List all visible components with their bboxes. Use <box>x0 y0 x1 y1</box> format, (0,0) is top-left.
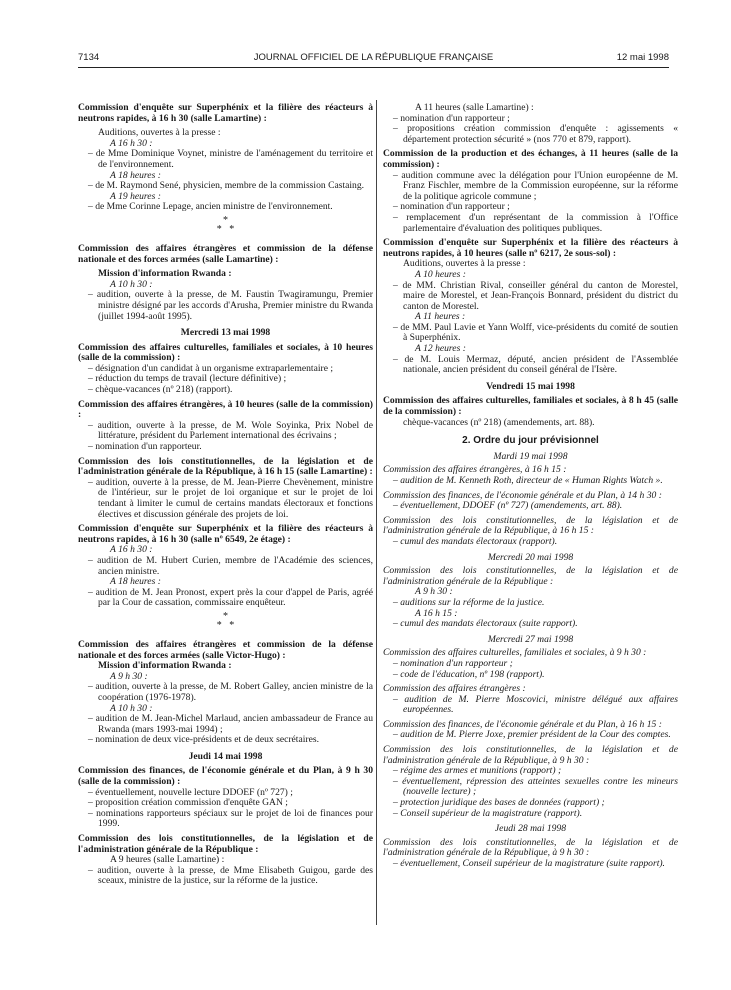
agenda-item: – audition, ouverte à la presse, de M. Robert Galley, ancien ministre de la coopération (1976-1978). <box>88 681 373 703</box>
agenda-item: – protection juridique des bases de données (rapport) ; <box>393 797 605 809</box>
agenda-item: – audition de M. Jean-Michel Marlaud, ancien ambassadeur de France au Rwanda (mars 1993-mai 1994) ; <box>88 713 373 735</box>
entry-title: Commission d'enquête sur Superphénix et la filière des réacteurs à neutrons rapides, à 16 h 30 (salle Lamartine) : <box>78 102 373 124</box>
agenda-item: – audition, ouverte à la presse, de M. Faustin Twagiramungu, Premier ministre désigné par les accords d'Arusha, Premier ministre du Rwanda (juillet 1994-août 1995). <box>88 289 373 322</box>
agenda-item: – éventuellement, Conseil supérieur de la magistrature (suite rapport). <box>393 858 665 869</box>
agenda-item: – de MM. Paul Lavie et Yann Wolff, vice-présidents du comité de soutien à Superphénix. <box>393 321 678 344</box>
time-label: A 12 heures : <box>415 343 466 355</box>
day-heading: Jeudi 28 mai 1998 <box>494 823 567 835</box>
time-label: A 10 h 30 : <box>110 702 153 714</box>
journal-title: JOURNAL OFFICIEL DE LA RÉPUBLIQUE FRANÇAISE <box>253 52 494 63</box>
day-heading: Mardi 19 mai 1998 <box>493 450 568 462</box>
left-column <box>78 103 373 887</box>
day-heading: Mercredi 13 mai 1998 <box>180 327 271 339</box>
entry-title: Commission d'enquête sur Superphénix et la filière des réacteurs à neutrons rapides, à 16 h 30 (salle nº 6549, 2e étage) : <box>78 523 373 545</box>
day-heading: Jeudi 14 mai 1998 <box>188 750 263 762</box>
entry-title: Commission des lois constitutionnelles, de la législation et de l'administration générale de la République, à 9 h 30 : <box>383 836 678 859</box>
time-label: A 11 heures : <box>415 311 466 323</box>
separator-stars: * * * <box>216 610 235 631</box>
agenda-item: – désignation d'un candidat à un organisme extraparlementaire ; <box>88 362 334 374</box>
agenda-item: – cumul des mandats électoraux (suite rapport). <box>393 618 578 630</box>
entry-title: Commission des lois constitutionnelles, de la législation et de l'administration générale de la République, à 9 h 30 : <box>383 744 678 766</box>
agenda-item: – proposition création commission d'enquête GAN ; <box>88 797 288 809</box>
time-label: A 16 h 15 : <box>415 607 458 619</box>
entry-subtitle: Auditions, ouvertes à la presse : <box>98 127 221 139</box>
agenda-item: – audition, ouverte à la presse, de M. Wole Soyinka, Prix Nobel de littérature, président du Parlement international des écrivains ; <box>88 419 373 442</box>
agenda-item: – audition de M. Pierre Joxe, premier président de la Cour des comptes. <box>393 729 671 741</box>
entry-title: Commission des affaires étrangères et commission de la défense nationale et des forces armées (salle Victor-Hugo) : <box>78 638 373 661</box>
agenda-item: – chèque-vacances (nº 218) (rapport). <box>88 384 233 396</box>
agenda-item: – code de l'éducation, nº 198 (rapport). <box>393 668 545 680</box>
mission-title: Mission d'information Rwanda : <box>98 660 232 672</box>
agenda-item: – éventuellement, nouvelle lecture DDOEF (nº 727) ; <box>88 786 293 798</box>
agenda-item: – audition, ouverte à la presse, de Mme Elisabeth Guigou, garde des sceaux, ministre de la justice, sur la réforme de la justice. <box>88 864 373 887</box>
mission-title: Mission d'information Rwanda : <box>98 268 232 280</box>
entry-title: Commission des lois constitutionnelles, de la législation et de l'administration générale de la République : <box>78 833 373 855</box>
issue-date: 12 mai 1998 <box>616 52 669 63</box>
agenda-item: – audition commune avec la délégation pour l'Union européenne de M. Franz Fischler, membre de la Commission européenne, sur la réforme de la politique agricole commune ; <box>393 169 678 202</box>
agenda-item: – audition de M. Jean Pronost, expert près la cour d'appel de Paris, agréé par la Cour de cassation, commissaire enquêteur. <box>88 586 373 609</box>
day-heading: Mercredi 20 mai 1998 <box>487 551 574 563</box>
entry-title: Commission de la production et des échanges, à 11 heures (salle de la commission) : <box>383 148 678 170</box>
entry-title: Commission des affaires culturelles, familiales et sociales, à 9 h 30 : <box>383 647 647 659</box>
section-heading: 2. Ordre du jour prévisionnel <box>462 435 599 447</box>
header-rule <box>78 67 669 68</box>
page-number: 7134 <box>78 52 100 63</box>
agenda-item: – de M. Louis Mermaz, député, ancien président de l'Assemblée nationale, ancien président du conseil général de l'Isère. <box>393 353 678 376</box>
agenda-item: – nominations rapporteurs spéciaux sur le projet de loi de finances pour 1999. <box>88 807 373 830</box>
entry-title: Commission des finances, de l'économie générale et du Plan, à 9 h 30 (salle de la commission) : <box>78 765 373 788</box>
agenda-item: – nomination d'un rapporteur ; <box>393 201 510 213</box>
agenda-item: – Conseil supérieur de la magistrature (rapport). <box>393 807 583 819</box>
day-heading: Mercredi 27 mai 1998 <box>487 633 574 645</box>
time-label: A 10 h 30 : <box>110 278 153 290</box>
entry-title: Commission des finances, de l'économie générale et du Plan, à 16 h 15 : <box>383 718 662 730</box>
column-divider <box>376 100 377 925</box>
agenda-item: – de Mme Dominique Voynet, ministre de l'aménagement du territoire et de l'environnement. <box>88 148 373 170</box>
agenda-item: – éventuellement, DDOEF (nº 727) (amendements, art. 88). <box>393 500 623 512</box>
time-label: A 19 heures : <box>110 190 161 202</box>
agenda-item: – de M. Raymond Sené, physicien, membre de la commission Castaing. <box>88 180 365 192</box>
entry-title: Commission des affaires étrangères, à 16 h 15 : <box>383 464 567 476</box>
agenda-item: – de Mme Corinne Lepage, ancien ministre de l'environnement. <box>88 201 333 213</box>
agenda-item: – propositions création commission d'enquête : agissements « département protection sécurité » (nos 770 et 879, rapport). <box>393 123 678 145</box>
entry-title: Commission des lois constitutionnelles, de la législation et de l'administration générale de la République, à 16 h 15 (salle Lamartine) : <box>78 455 373 478</box>
right-column <box>383 103 678 870</box>
time-label: A 9 h 30 : <box>415 586 453 598</box>
entry-title: Commission des lois constitutionnelles, de la législation et de l'administration générale de la République, à 16 h 15 : <box>383 514 678 537</box>
entry-title: Commission d'enquête sur Superphénix et la filière des réacteurs à neutrons rapides, à 10 heures (salle nº 6217, 2e sous-sol) : <box>383 237 678 259</box>
agenda-item: – éventuellement, répression des atteintes sexuelles contre les mineurs (nouvelle lecture) ; <box>393 775 678 798</box>
agenda-item: – nomination d'un rapporteur ; <box>393 112 510 124</box>
entry-title: Commission des lois constitutionnelles, de la législation et de l'administration générale de la République : <box>383 565 678 587</box>
page-header <box>78 52 669 68</box>
day-heading: Vendredi 15 mai 1998 <box>486 380 575 392</box>
agenda-item: – nomination d'un rapporteur ; <box>393 657 513 669</box>
agenda-item: – réduction du temps de travail (lecture définitive) ; <box>88 373 287 385</box>
agenda-item: chèque-vacances (nº 218) (amendements, art. 88). <box>403 416 595 428</box>
agenda-item: – audition de M. Hubert Curien, membre de l'Académie des sciences, ancien ministre. <box>88 554 373 577</box>
agenda-item: – nomination d'un rapporteur. <box>88 441 202 453</box>
agenda-item: – audition de M. Kenneth Roth, directeur de « Human Rights Watch ». <box>393 475 663 486</box>
time-label: A 16 h 30 : <box>110 137 153 149</box>
time-label: A 18 heures : <box>110 576 161 588</box>
agenda-item: – auditions sur la réforme de la justice. <box>393 596 545 608</box>
agenda-item: – régime des armes et munitions (rapport) ; <box>393 765 562 777</box>
agenda-item: – de MM. Christian Rival, conseiller général du canton de Morestel, maire de Morestel, et Jean-François Bonnard, président du district du canton de Morestel. <box>393 279 678 312</box>
agenda-item: – nomination de deux vice-présidents et de deux secrétaires. <box>88 734 319 746</box>
entry-subtitle: Auditions, ouvertes à la presse : <box>403 258 526 270</box>
entry-title: Commission des finances, de l'économie générale et du Plan, à 14 h 30 : <box>383 489 662 501</box>
time-label: A 11 heures (salle Lamartine) : <box>415 102 534 113</box>
entry-title: Commission des affaires culturelles, familiales et sociales, à 8 h 45 (salle de la commission) : <box>383 395 678 418</box>
entry-title: Commission des affaires étrangères, à 10 heures (salle de la commission) : <box>78 398 373 421</box>
agenda-item: – remplacement d'un représentant de la commission à l'Office parlementaire d'évaluation des politiques publiques. <box>393 211 678 234</box>
separator-stars: * * * <box>216 214 235 235</box>
entry-title: Commission des affaires étrangères et commission de la défense nationale et des forces armées (salle Lamartine) : <box>78 242 373 265</box>
time-label: A 9 h 30 : <box>110 670 148 682</box>
agenda-item: – audition, ouverte à la presse, de M. Jean-Pierre Chevènement, ministre de l'intérieur, sur le projet de loi organique et sur le projet de loi tendant à limiter le cumul de certains mandats électoraux et fonctions électives et discussion générale des projets de loi. <box>88 476 373 520</box>
entry-title: Commission des affaires étrangères : <box>383 683 526 695</box>
agenda-item: – cumul des mandats électoraux (rapport). <box>393 535 558 547</box>
time-label: A 10 heures : <box>415 268 466 280</box>
time-label: A 18 heures : <box>110 169 161 181</box>
time-label: A 16 h 30 : <box>110 544 153 556</box>
entry-title: Commission des affaires culturelles, familiales et sociales, à 10 heures (salle de la commission) : <box>78 341 373 364</box>
time-label: A 9 heures (salle Lamartine) : <box>110 854 225 866</box>
agenda-item: – audition de M. Pierre Moscovici, ministre délégué aux affaires européennes. <box>393 693 678 716</box>
